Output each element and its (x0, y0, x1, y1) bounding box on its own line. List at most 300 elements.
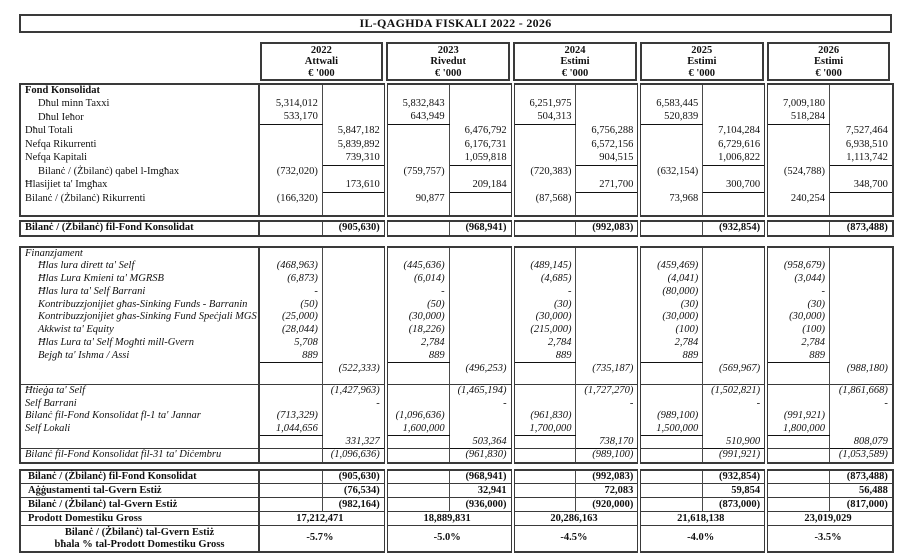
empty-cell (322, 84, 385, 98)
empty-cell (513, 206, 576, 216)
empty-cell (513, 470, 576, 484)
row-label: Fond Konsolidat (25, 85, 100, 96)
empty-cell (322, 165, 385, 179)
empty-cell (322, 206, 385, 216)
value-cell: (968,941) (465, 470, 507, 482)
empty-cell (386, 375, 449, 384)
value-cell: -3.5% (766, 526, 893, 552)
value-cell: 5,314,012 (259, 98, 322, 112)
value-cell: (4,041) (639, 273, 702, 286)
empty-cell (449, 350, 512, 363)
table-row (20, 260, 893, 273)
column-unit: € '000 (308, 67, 335, 79)
empty-cell (386, 498, 449, 512)
empty-cell (639, 247, 702, 261)
row-label: Bilanċ / (Żbilanċ) tal-Gvern Estiż (20, 498, 259, 512)
value-cell: 1,800,000 (766, 423, 829, 436)
empty-cell (830, 423, 893, 436)
empty-cell (703, 324, 766, 337)
empty-cell (449, 311, 512, 324)
value-cell: 18,889,831 (386, 512, 513, 526)
value-cell: 17,212,471 (259, 512, 386, 526)
value-cell: 6,572,156 (591, 138, 634, 150)
empty-cell (386, 138, 449, 152)
column-status: Estimi (814, 56, 844, 68)
value-cell: (25,000) (259, 311, 322, 324)
value-cell: 348,700 (830, 179, 893, 193)
column-status: Estimi (560, 56, 590, 68)
empty-cell (766, 138, 829, 152)
empty-cell (322, 337, 385, 350)
empty-cell (766, 397, 829, 410)
value-cell: 889 (386, 350, 449, 363)
table-row (20, 179, 893, 193)
row-label-line2: bħala % tal-Prodott Domestiku Gross (54, 538, 225, 550)
value-cell: 5,832,843 (386, 98, 449, 112)
value-cell: 7,527,464 (845, 125, 888, 136)
empty-cell (703, 350, 766, 363)
fond-konsolidat-table (19, 83, 894, 217)
empty-cell (386, 436, 449, 449)
value-cell: (759,757) (386, 165, 449, 179)
value-cell: 331,327 (322, 436, 385, 449)
row-label: Finanzjament (25, 247, 83, 259)
value-cell: (80,000) (639, 286, 702, 299)
empty-cell (386, 470, 449, 484)
value-cell: 889 (513, 350, 576, 363)
row-label: Kontribuzzjonijiet għas-Sinking Funds - Barranin (38, 298, 248, 310)
column-year: 2026 (818, 45, 840, 56)
value-cell: -5.7% (259, 526, 386, 552)
empty-cell (259, 384, 322, 397)
empty-cell (386, 125, 449, 139)
value-cell: (1,053,589) (830, 449, 893, 463)
row-label: Bilanċ / (Żbilanċ) fil-Fond Konsolidat (28, 470, 197, 482)
empty-cell (576, 337, 639, 350)
value-cell: (1,096,636) (322, 449, 385, 463)
empty-cell (386, 363, 449, 376)
value-cell: 72,083 (576, 484, 639, 498)
value-cell: 1,006,822 (703, 152, 766, 166)
empty-cell (386, 179, 449, 193)
row-label: Bilanċ / (Żbilanċ) fil-Fond Konsolidat (25, 221, 194, 233)
value-cell: (524,788) (766, 165, 829, 179)
value-cell: (1,502,821) (703, 384, 766, 397)
table-row (20, 384, 893, 397)
empty-cell (766, 179, 829, 193)
empty-cell (322, 375, 385, 384)
empty-cell (703, 337, 766, 350)
empty-cell (259, 179, 322, 193)
fond-konsolidat-balance-table (19, 220, 894, 237)
table-row (20, 192, 893, 206)
empty-cell (449, 84, 512, 98)
empty-cell (259, 125, 322, 139)
table-row (20, 273, 893, 286)
row-label: Ħlas Lura ta' Self Mogħti mill-Gvern (38, 336, 194, 348)
value-cell: (445,636) (386, 260, 449, 273)
value-cell: 889 (639, 350, 702, 363)
column-header-2025 (640, 42, 764, 81)
page-title: IL-QAGHDA FISKALI 2022 - 2026 (19, 14, 892, 33)
column-year: 2025 (691, 45, 713, 56)
value-cell: - (513, 286, 576, 299)
value-cell: -4.0% (639, 526, 766, 552)
empty-cell (703, 260, 766, 273)
empty-cell (639, 125, 702, 139)
empty-cell (766, 125, 829, 139)
empty-cell (259, 436, 322, 449)
value-cell: (30) (639, 298, 702, 311)
value-cell: (961,830) (449, 449, 512, 463)
empty-cell (449, 337, 512, 350)
empty-cell (766, 498, 829, 512)
value-cell: - (503, 397, 507, 409)
empty-cell (322, 298, 385, 311)
empty-cell (639, 384, 702, 397)
table-row (20, 152, 893, 166)
row-label: Self Lokali (25, 423, 71, 435)
value-cell: (992,083) (592, 221, 634, 233)
value-cell: (4,685) (513, 273, 576, 286)
value-cell: (30,000) (386, 311, 449, 324)
empty-cell (639, 484, 702, 498)
empty-cell (766, 247, 829, 261)
value-cell: 59,854 (703, 484, 766, 498)
value-cell: 504,313 (513, 111, 576, 125)
column-unit: € '000 (434, 67, 462, 79)
value-cell: (817,000) (830, 498, 893, 512)
row-label: Ħtieġa ta' Self (20, 384, 259, 397)
empty-cell (766, 206, 829, 216)
row-label (20, 526, 259, 552)
column-headers (19, 42, 902, 80)
empty-cell (830, 350, 893, 363)
value-cell: (968,941) (465, 221, 507, 233)
value-cell: 6,176,731 (464, 138, 507, 150)
value-cell: (873,000) (703, 498, 766, 512)
row-label: Bejgħ ta' Ishma / Assi (38, 349, 130, 361)
empty-cell (322, 410, 385, 423)
empty-cell (766, 363, 829, 376)
empty-cell (576, 286, 639, 299)
value-cell: (468,963) (259, 260, 322, 273)
empty-cell (259, 363, 322, 376)
value-cell: 23,019,029 (766, 512, 893, 526)
value-cell: (989,100) (576, 449, 639, 463)
value-cell: 6,756,288 (591, 125, 634, 136)
empty-cell (513, 247, 576, 261)
value-cell: 271,700 (576, 179, 639, 193)
summary-table (19, 469, 894, 553)
value-cell: 32,941 (449, 484, 512, 498)
table-row (20, 449, 893, 463)
finanzjament-table (19, 246, 894, 464)
empty-cell (576, 165, 639, 179)
value-cell: 7,104,284 (718, 125, 761, 136)
empty-cell (449, 192, 512, 206)
empty-cell (576, 423, 639, 436)
empty-cell (703, 410, 766, 423)
empty-cell (513, 375, 576, 384)
column-status: Estimi (687, 56, 717, 68)
empty-cell (449, 298, 512, 311)
spacer-row (20, 375, 893, 384)
empty-cell (830, 273, 893, 286)
column-status: Attwali (304, 56, 339, 68)
row-label: Nefqa Kapitali (25, 152, 88, 163)
row-label: Bilanċ / (Żbilanċ) qabel l-Imgħax (38, 165, 180, 177)
value-cell: 6,583,445 (639, 98, 702, 112)
empty-cell (703, 286, 766, 299)
empty-cell (639, 84, 702, 98)
empty-cell (513, 449, 576, 463)
empty-cell (449, 206, 512, 216)
empty-cell (513, 138, 576, 152)
empty-cell (830, 375, 893, 384)
row-label (20, 436, 259, 449)
table-row (20, 125, 893, 139)
table-row (20, 526, 893, 552)
empty-cell (830, 206, 893, 216)
empty-cell (639, 436, 702, 449)
empty-cell (513, 384, 576, 397)
value-cell: 240,254 (766, 192, 829, 206)
empty-cell (703, 247, 766, 261)
empty-cell (766, 152, 829, 166)
empty-cell (322, 192, 385, 206)
empty-cell (576, 324, 639, 337)
value-cell: 2,784 (513, 337, 576, 350)
column-header-2024 (513, 42, 637, 81)
empty-cell (386, 247, 449, 261)
value-cell: 1,600,000 (386, 423, 449, 436)
value-cell: (28,044) (259, 324, 322, 337)
empty-cell (322, 311, 385, 324)
value-cell: - (629, 397, 634, 409)
empty-cell (449, 375, 512, 384)
empty-cell (766, 221, 829, 236)
empty-cell (703, 273, 766, 286)
empty-cell (639, 206, 702, 216)
column-year: 2024 (564, 45, 586, 56)
empty-cell (703, 98, 766, 112)
value-cell: 5,847,182 (337, 125, 380, 136)
empty-cell (703, 298, 766, 311)
empty-cell (639, 375, 702, 384)
empty-cell (576, 273, 639, 286)
value-cell: (1,427,963) (322, 384, 385, 397)
value-cell: 518,284 (766, 111, 829, 125)
value-cell: -4.5% (513, 526, 640, 552)
value-cell: 6,729,616 (718, 138, 761, 150)
value-cell: 90,877 (386, 192, 449, 206)
value-cell: 643,949 (386, 111, 449, 125)
value-cell: (982,164) (322, 498, 385, 512)
empty-cell (830, 260, 893, 273)
value-cell: 5,839,892 (337, 138, 380, 150)
row-label: Kontribuzzjonijiet għas-Sinking Fund Speċjali MGS (38, 311, 257, 323)
table-row (20, 311, 893, 324)
value-cell: 889 (766, 350, 829, 363)
table-row (20, 397, 893, 410)
empty-cell (449, 273, 512, 286)
empty-cell (449, 111, 512, 125)
empty-cell (513, 179, 576, 193)
value-cell: 173,610 (322, 179, 385, 193)
column-year: 2022 (310, 45, 332, 56)
row-label (20, 206, 259, 216)
table-row (20, 350, 893, 363)
empty-cell (386, 221, 449, 236)
value-cell: (50) (386, 298, 449, 311)
value-cell: 7,009,180 (766, 98, 829, 112)
empty-cell (513, 436, 576, 449)
empty-cell (830, 410, 893, 423)
column-header-2023 (386, 42, 510, 81)
value-cell: 1,113,742 (830, 152, 893, 166)
table-row (20, 286, 893, 299)
empty-cell (576, 298, 639, 311)
empty-cell (513, 221, 576, 236)
empty-cell (259, 449, 322, 463)
value-cell: (873,488) (846, 470, 888, 482)
empty-cell (259, 397, 322, 410)
value-cell: (932,854) (719, 470, 761, 482)
value-cell: (30) (766, 298, 829, 311)
value-cell: (18,226) (386, 324, 449, 337)
value-cell: - (766, 286, 829, 299)
value-cell: (732,020) (259, 165, 322, 179)
value-cell: 503,364 (449, 436, 512, 449)
value-cell: 21,618,138 (639, 512, 766, 526)
value-cell: 5,708 (259, 337, 322, 350)
value-cell: 6,251,975 (513, 98, 576, 112)
row-label: Aġġustamenti tal-Gvern Estiż (20, 484, 259, 498)
empty-cell (576, 260, 639, 273)
value-cell: 1,500,000 (639, 423, 702, 436)
empty-cell (449, 260, 512, 273)
empty-cell (259, 470, 322, 484)
value-cell: - (259, 286, 322, 299)
table-row (20, 298, 893, 311)
empty-cell (513, 152, 576, 166)
empty-cell (386, 84, 449, 98)
empty-cell (386, 484, 449, 498)
value-cell: (30) (513, 298, 576, 311)
empty-cell (386, 384, 449, 397)
column-unit: € '000 (815, 67, 842, 79)
value-cell: 73,968 (639, 192, 702, 206)
empty-cell (830, 286, 893, 299)
empty-cell (513, 363, 576, 376)
table-row (20, 470, 893, 484)
empty-cell (639, 397, 702, 410)
consolidated-balance-row (20, 221, 893, 236)
row-label: Bilanċ / (Żbilanċ) Rikurrenti (25, 192, 146, 204)
value-cell: 510,900 (703, 436, 766, 449)
value-cell: (1,727,270) (576, 384, 639, 397)
table-row (20, 423, 893, 436)
empty-cell (449, 286, 512, 299)
value-cell: (166,320) (259, 192, 322, 206)
header-spacer (19, 42, 258, 81)
row-label: Nefqa Rikurrenti (25, 138, 97, 150)
empty-cell (449, 410, 512, 423)
empty-cell (322, 286, 385, 299)
table-row (20, 165, 893, 179)
empty-cell (322, 111, 385, 125)
value-cell: 56,488 (830, 484, 893, 498)
row-label: Dħul minn Taxxi (38, 98, 110, 109)
value-cell: 520,839 (639, 111, 702, 125)
value-cell: (30,000) (513, 311, 576, 324)
table-row (20, 512, 893, 526)
empty-cell (259, 247, 322, 261)
empty-cell (766, 384, 829, 397)
empty-cell (766, 484, 829, 498)
empty-cell (639, 449, 702, 463)
value-cell: (905,630) (338, 221, 380, 233)
value-cell: 533,170 (259, 111, 322, 125)
empty-cell (703, 165, 766, 179)
column-unit: € '000 (561, 67, 589, 79)
empty-cell (639, 152, 702, 166)
value-cell: (991,921) (703, 449, 766, 463)
row-label: Bilanċ fil-Fond Konsolidat fil-31 ta' Diċembru (20, 449, 259, 463)
value-cell: 6,938,510 (845, 138, 888, 150)
empty-cell (513, 84, 576, 98)
row-label: Dħul Totali (25, 125, 73, 136)
empty-cell (576, 98, 639, 112)
section-heading-row (20, 84, 893, 98)
value-cell: (100) (766, 324, 829, 337)
value-cell: (50) (259, 298, 322, 311)
value-cell: (988,180) (846, 362, 888, 374)
empty-cell (513, 125, 576, 139)
value-cell: (489,145) (513, 260, 576, 273)
empty-cell (259, 484, 322, 498)
value-cell: 1,700,000 (513, 423, 576, 436)
value-cell: (30,000) (639, 311, 702, 324)
value-cell: (30,000) (766, 311, 829, 324)
value-cell: (3,044) (766, 273, 829, 286)
empty-cell (703, 375, 766, 384)
empty-cell (830, 111, 893, 125)
empty-cell (322, 98, 385, 112)
value-cell: (632,154) (639, 165, 702, 179)
empty-cell (639, 470, 702, 484)
value-cell: 904,515 (576, 152, 639, 166)
value-cell: (905,630) (338, 470, 380, 482)
table-row (20, 410, 893, 423)
row-label-line1: Bilanċ / (Żbilanċ) tal-Gvern Estiż (64, 526, 215, 538)
row-label: Ħlas lura dirett ta' Self (38, 260, 135, 272)
empty-cell (766, 470, 829, 484)
value-cell: (989,100) (639, 410, 702, 423)
empty-cell (830, 165, 893, 179)
empty-cell (449, 423, 512, 436)
empty-cell (703, 192, 766, 206)
empty-cell (322, 247, 385, 261)
row-label: Ħlas Lura Kmieni ta' MGRSB (38, 272, 164, 284)
row-label: Bilanċ fil-Fond Konsolidat fl-1 ta' Jannar (25, 410, 201, 422)
value-cell: (459,469) (639, 260, 702, 273)
empty-cell (576, 311, 639, 324)
table-row (20, 436, 893, 449)
empty-cell (830, 98, 893, 112)
empty-cell (830, 192, 893, 206)
